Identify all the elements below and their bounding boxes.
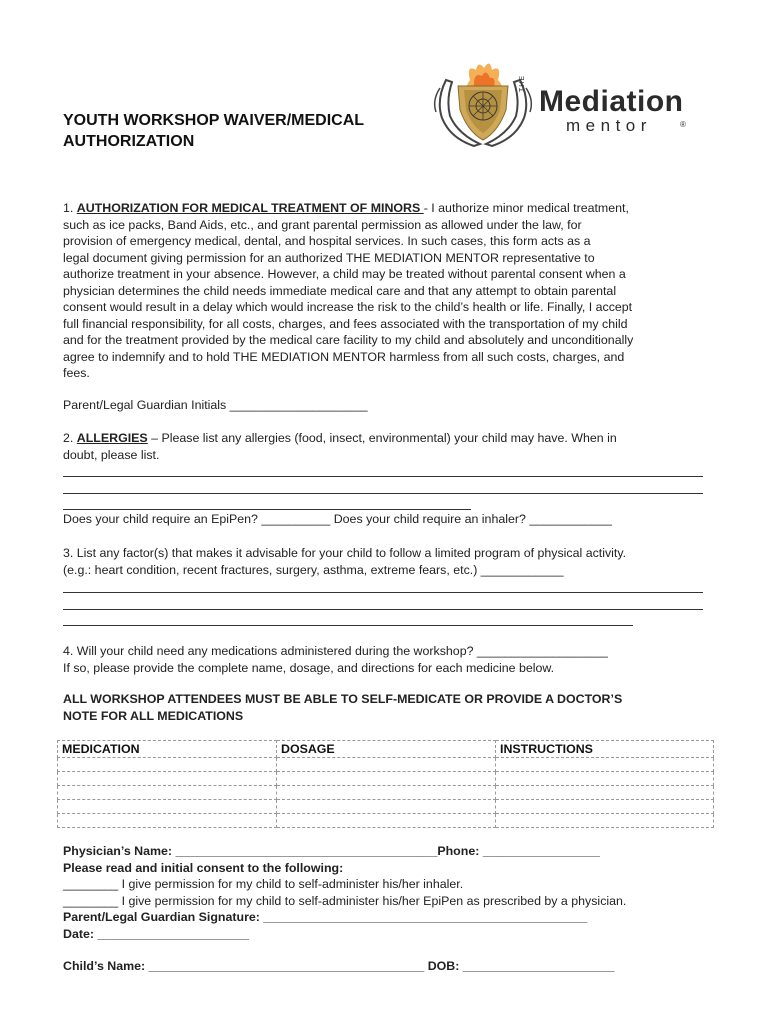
section1-line-2: provision of emergency medical, dental, and hospital services. In such cases, this form acts as a bbox=[63, 234, 591, 248]
logo-the-text: THE bbox=[519, 75, 526, 92]
section3-line-1: 3. List any factor(s) that makes it advisable for your child to follow a limited program of physical activity. bbox=[63, 546, 627, 560]
table-cell[interactable] bbox=[496, 772, 714, 786]
title-line-2: AUTHORIZATION bbox=[63, 133, 195, 150]
section1-line-10: fees. bbox=[63, 366, 90, 380]
activity-line-1[interactable] bbox=[63, 592, 703, 593]
initials-label: Parent/Legal Guardian Initials ____________________ bbox=[63, 398, 368, 412]
section1-line-5: physician determines the child needs immediate medical care and that any attempt to obtain parental bbox=[63, 283, 617, 298]
section-physical-activity bbox=[63, 545, 708, 578]
child-name-dob-field[interactable] bbox=[63, 958, 743, 975]
medication-table bbox=[57, 740, 714, 828]
table-row[interactable] bbox=[58, 758, 714, 772]
allergy-line-3[interactable] bbox=[63, 509, 471, 510]
table-cell[interactable] bbox=[496, 758, 714, 772]
table-cell[interactable] bbox=[58, 758, 277, 772]
consent-inhaler[interactable]: ________ I give permission for my child to self-administer his/her inhaler. bbox=[63, 877, 464, 891]
section2-heading: ALLERGIES bbox=[76, 431, 148, 445]
table-cell[interactable] bbox=[58, 772, 277, 786]
title-line-1: YOUTH WORKSHOP WAIVER/MEDICAL bbox=[63, 112, 365, 129]
logo-wordmark: Mediation bbox=[539, 85, 684, 118]
footer-fields bbox=[63, 843, 743, 942]
section1-first-line bbox=[63, 200, 708, 217]
guardian-signature-field[interactable]: Parent/Legal Guardian Signature: _______________________________________________ bbox=[63, 910, 588, 924]
section-medications bbox=[63, 643, 708, 676]
table-row[interactable] bbox=[58, 772, 714, 786]
consent-epipen[interactable]: ________ I give permission for my child to self-administer his/her EpiPen as prescribed by a physician. bbox=[63, 893, 627, 908]
table-cell[interactable] bbox=[496, 786, 714, 800]
section1-line-8: and for the treatment provided by the medical care facility to my child and absolutely and unconditionally bbox=[63, 333, 634, 347]
section1-line-0: - I authorize minor medical treatment, bbox=[423, 201, 629, 215]
activity-line-3[interactable] bbox=[63, 625, 633, 626]
self-medicate-notice bbox=[63, 691, 708, 724]
section4-line-2: If so, please provide the complete name, dosage, and directions for each medicine below. bbox=[63, 660, 555, 675]
section2-number: 2. bbox=[63, 431, 77, 445]
section-authorization bbox=[63, 200, 708, 382]
activity-line-2[interactable] bbox=[63, 609, 703, 610]
document-title bbox=[63, 110, 423, 152]
section1-line-7: full financial responsibility, for all costs, charges, and fees associated with the transportation of my child bbox=[63, 316, 628, 331]
table-cell[interactable] bbox=[277, 758, 496, 772]
section1-heading: AUTHORIZATION FOR MEDICAL TREATMENT OF MINORS bbox=[76, 201, 424, 215]
table-cell[interactable] bbox=[277, 772, 496, 786]
section1-line-6: consent would result in a delay which would increase the risk to the child’s health or life. Finally, I accept bbox=[63, 300, 633, 314]
col-dosage: DOSAGE bbox=[277, 741, 496, 758]
table-cell[interactable] bbox=[58, 800, 277, 814]
table-cell[interactable] bbox=[496, 800, 714, 814]
epipen-inhaler-question[interactable] bbox=[63, 511, 708, 528]
notice-line-1: ALL WORKSHOP ATTENDEES MUST BE ABLE TO SELF-MEDICATE OR PROVIDE A DOCTOR’S bbox=[63, 692, 623, 706]
section1-line-1: such as ice packs, Band Aids, etc., and grant parental permission as allowed under the law, for bbox=[63, 217, 582, 232]
table-cell[interactable] bbox=[277, 786, 496, 800]
section3-line-2[interactable]: (e.g.: heart condition, recent fractures, surgery, asthma, extreme fears, etc.) ____________ bbox=[63, 562, 564, 577]
table-cell[interactable] bbox=[58, 814, 277, 828]
table-cell[interactable] bbox=[496, 814, 714, 828]
table-row[interactable] bbox=[58, 800, 714, 814]
section2-text-1: – Please list any allergies (food, insect, environmental) your child may have. When in bbox=[147, 431, 617, 445]
allergy-line-1[interactable] bbox=[63, 476, 703, 477]
section1-number: 1. bbox=[63, 201, 77, 215]
table-cell[interactable] bbox=[58, 786, 277, 800]
epipen-inhaler-text: Does your child require an EpiPen? __________ Does your child require an inhaler? ____________ bbox=[63, 512, 613, 526]
col-instructions: INSTRUCTIONS bbox=[496, 741, 714, 758]
notice-line-2: NOTE FOR ALL MEDICATIONS bbox=[63, 708, 244, 723]
initials-field[interactable] bbox=[63, 397, 708, 414]
section1-line-3: legal document giving permission for an authorized THE MEDIATION MENTOR representative to bbox=[63, 250, 595, 265]
table-row[interactable] bbox=[58, 814, 714, 828]
logo-registered-mark: ® bbox=[680, 120, 686, 129]
date-field[interactable]: Date: ______________________ bbox=[63, 926, 250, 941]
child-name-dob-text: Child’s Name: ________________________________________ DOB: ______________________ bbox=[63, 959, 615, 973]
section4-line-1[interactable]: 4. Will your child need any medications administered during the workshop? ___________________ bbox=[63, 644, 608, 658]
logo-subtitle: mentor bbox=[566, 116, 652, 135]
table-cell[interactable] bbox=[277, 814, 496, 828]
col-medication: MEDICATION bbox=[58, 741, 277, 758]
section2-first-line bbox=[63, 430, 708, 447]
consent-heading: Please read and initial consent to the following: bbox=[63, 860, 344, 875]
medication-table-header bbox=[58, 741, 714, 758]
section1-line-4: authorize treatment in your absence. However, a child may be treated without parental consent when a bbox=[63, 267, 626, 281]
table-cell[interactable] bbox=[277, 800, 496, 814]
physician-phone-field[interactable]: Physician’s Name: ______________________________________Phone: _________________ bbox=[63, 844, 600, 858]
section2-text-2: doubt, please list. bbox=[63, 447, 160, 462]
section-allergies bbox=[63, 430, 708, 463]
allergy-line-2[interactable] bbox=[63, 493, 703, 494]
table-row[interactable] bbox=[58, 786, 714, 800]
section1-line-9: agree to indemnify and to hold THE MEDIATION MENTOR harmless from all such costs, charges, and bbox=[63, 349, 625, 364]
